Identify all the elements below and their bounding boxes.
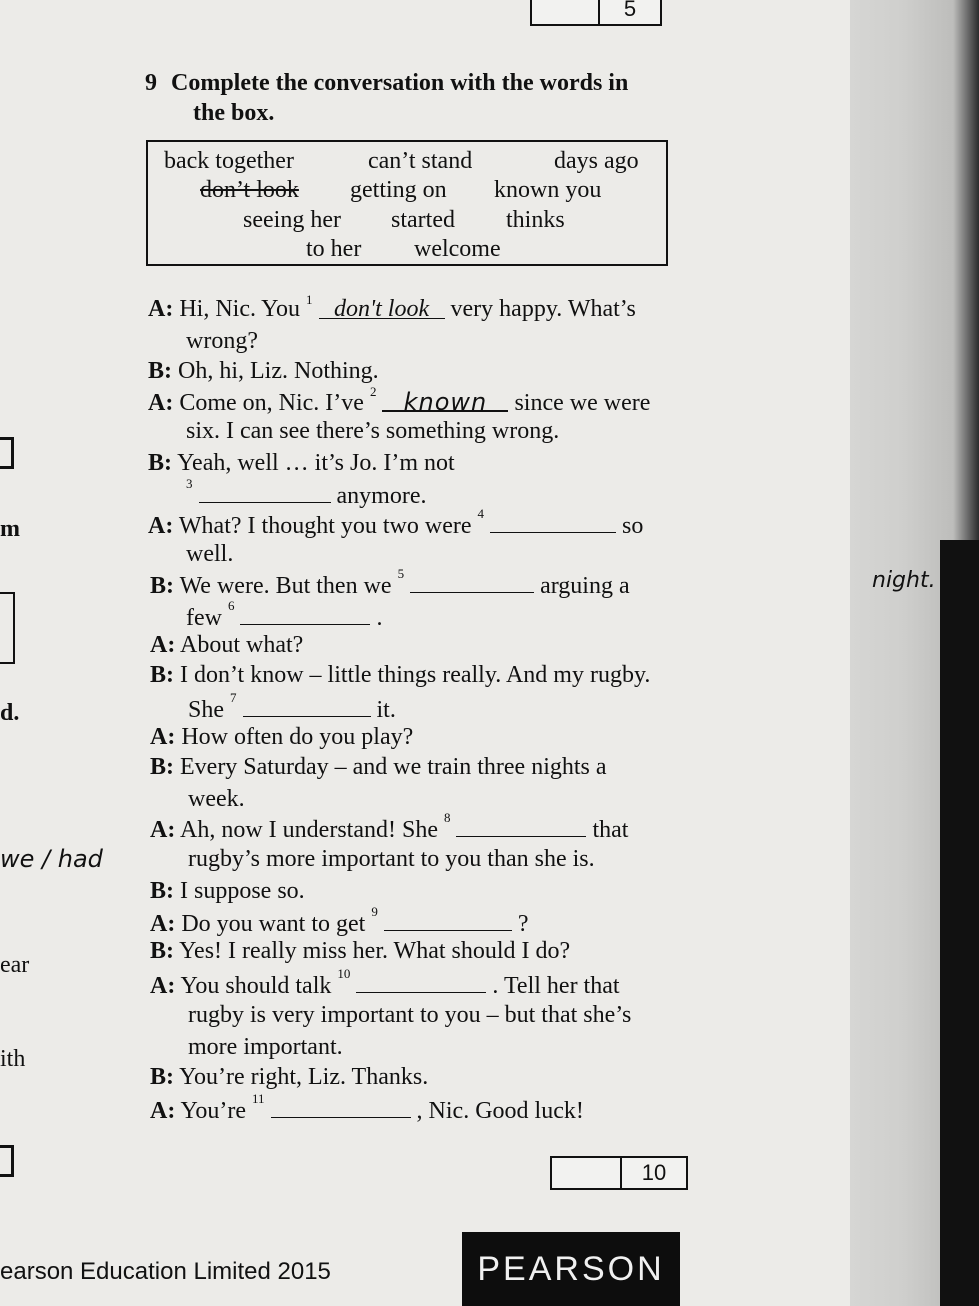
copyright-text: earson Education Limited 2015 bbox=[0, 1258, 331, 1285]
speaker-label: A: bbox=[148, 513, 174, 539]
score-box-bottom bbox=[550, 1156, 688, 1190]
instruction-line-2: the box. bbox=[193, 100, 275, 126]
line-text: ? bbox=[517, 911, 529, 937]
line-text: Ah, now I understand! She bbox=[180, 817, 438, 843]
speaker-label: A: bbox=[150, 911, 176, 937]
line-text: You’re bbox=[180, 1098, 247, 1124]
dialogue-line-7 bbox=[186, 476, 427, 510]
word-box bbox=[146, 140, 668, 266]
dialogue-line-10 bbox=[150, 566, 630, 600]
line-text: that bbox=[592, 817, 629, 843]
instruction-line-1: Complete the conversation with the words in bbox=[171, 70, 629, 96]
gap-number: 4 bbox=[477, 506, 484, 521]
gap-number: 10 bbox=[337, 966, 351, 981]
dialogue-line-4 bbox=[148, 384, 651, 417]
line-text: Yeah, well … it’s Jo. I’m not bbox=[177, 450, 455, 476]
answer-gap-8[interactable] bbox=[456, 814, 586, 837]
dialogue-line-11 bbox=[186, 598, 383, 632]
dialogue-line-27 bbox=[150, 1091, 584, 1125]
margin-checkbox bbox=[0, 437, 14, 469]
line-text: Yes! I really miss her. What should I do? bbox=[179, 938, 571, 964]
line-text: it. bbox=[376, 697, 396, 723]
gap-number: 2 bbox=[369, 384, 377, 399]
line-text: I suppose so. bbox=[180, 878, 305, 904]
margin-box bbox=[0, 592, 15, 664]
margin-text-1: m bbox=[0, 516, 20, 542]
line-text: . Tell her that bbox=[492, 973, 620, 999]
line-text: very happy. What’s bbox=[450, 296, 636, 322]
word-back-together: back together bbox=[164, 148, 294, 174]
answer-gap-1[interactable]: don't look bbox=[319, 296, 445, 319]
dialogue-line-26 bbox=[150, 1064, 428, 1091]
line-text: . bbox=[376, 605, 383, 631]
answer-gap-9[interactable] bbox=[384, 908, 512, 931]
line-text: so bbox=[622, 513, 644, 539]
line-text: How often do you play? bbox=[181, 724, 414, 750]
word-known-you: known you bbox=[494, 177, 602, 203]
dialogue-line-24: rugby is very important to you – but that she’s bbox=[188, 1002, 632, 1028]
answer-gap-2-handwritten[interactable]: known bbox=[382, 388, 508, 412]
line-text: You should talk bbox=[180, 973, 332, 999]
speaker-label: B: bbox=[148, 450, 172, 476]
dialogue-line-9: well. bbox=[186, 541, 234, 567]
word-to-her: to her bbox=[306, 236, 362, 262]
gap-number: 6 bbox=[227, 598, 235, 613]
line-text: Come on, Nic. I’ve bbox=[179, 390, 364, 416]
word-started: started bbox=[391, 207, 455, 233]
speaker-label: B: bbox=[150, 662, 174, 688]
line-text: We were. But then we bbox=[179, 573, 392, 599]
line-text: few bbox=[186, 605, 222, 631]
dialogue-line-5: six. I can see there’s something wrong. bbox=[186, 418, 560, 444]
word-getting-on: getting on bbox=[350, 177, 447, 203]
answer-gap-7[interactable] bbox=[243, 694, 371, 717]
speaker-label: A: bbox=[150, 724, 176, 750]
margin-text-2: d. bbox=[0, 700, 20, 726]
margin-checkbox-2 bbox=[0, 1145, 14, 1177]
line-text: Every Saturday – and we train three nights a bbox=[180, 754, 607, 780]
gap-number: 7 bbox=[230, 690, 237, 705]
dialogue-line-15 bbox=[150, 724, 413, 751]
line-text: , Nic. Good luck! bbox=[416, 1098, 584, 1124]
dialogue-line-6 bbox=[148, 450, 455, 477]
gap-number: 1 bbox=[306, 292, 313, 307]
line-text: She bbox=[188, 697, 224, 723]
margin-text-4: ith bbox=[0, 1046, 26, 1072]
line-text: You’re right, Liz. Thanks. bbox=[179, 1064, 429, 1090]
line-text: anymore. bbox=[336, 483, 427, 509]
score-empty-cell bbox=[532, 0, 600, 24]
word-seeing-her: seeing her bbox=[243, 207, 341, 233]
answer-gap-3[interactable] bbox=[199, 480, 331, 503]
dialogue-line-14 bbox=[188, 690, 396, 724]
answer-gap-6[interactable] bbox=[240, 602, 370, 625]
speaker-label: B: bbox=[150, 1064, 174, 1090]
background-dark bbox=[940, 540, 979, 1306]
speaker-label: A: bbox=[150, 817, 176, 843]
word-days-ago: days ago bbox=[554, 148, 639, 174]
dialogue-line-16 bbox=[150, 754, 607, 781]
dialogue-line-25: more important. bbox=[188, 1034, 343, 1060]
speaker-label: A: bbox=[148, 296, 174, 322]
exercise-heading bbox=[145, 68, 685, 128]
word-thinks: thinks bbox=[506, 207, 565, 233]
dialogue-line-23 bbox=[150, 966, 620, 1000]
dialogue-line-20 bbox=[150, 878, 305, 905]
margin-handwriting: we / had bbox=[0, 845, 103, 873]
dialogue-line-12 bbox=[150, 632, 303, 659]
dialogue-line-18 bbox=[150, 810, 629, 844]
score-empty-cell bbox=[552, 1158, 622, 1188]
answer-gap-5[interactable] bbox=[410, 570, 534, 593]
exercise-number: 9 bbox=[145, 70, 157, 96]
answer-gap-4[interactable] bbox=[490, 510, 616, 533]
line-text: Hi, Nic. You bbox=[179, 296, 301, 322]
score-value-bottom: 10 bbox=[641, 1160, 667, 1185]
speaker-label: B: bbox=[148, 358, 172, 384]
line-text: since we were bbox=[514, 390, 651, 416]
dialogue-line-17: week. bbox=[188, 786, 245, 812]
dialogue-line-13 bbox=[150, 662, 650, 689]
line-text: arguing a bbox=[540, 573, 630, 599]
score-value-top: 5 bbox=[623, 0, 637, 21]
gap-number: 9 bbox=[371, 904, 378, 919]
speaker-label: B: bbox=[150, 573, 174, 599]
word-dont-look: don’t look bbox=[200, 177, 299, 203]
speaker-label: B: bbox=[150, 878, 174, 904]
answer-gap-11[interactable] bbox=[271, 1095, 411, 1118]
gap-number: 8 bbox=[443, 810, 451, 825]
line-text: What? I thought you two were bbox=[178, 513, 472, 539]
gap-number: 5 bbox=[397, 566, 405, 581]
dialogue-line-19: rugby’s more important to you than she is. bbox=[188, 846, 595, 872]
speaker-label: A: bbox=[150, 973, 176, 999]
dialogue-line-22 bbox=[150, 938, 570, 965]
dialogue-line-1 bbox=[148, 292, 636, 323]
word-welcome: welcome bbox=[414, 236, 501, 262]
speaker-label: B: bbox=[150, 754, 174, 780]
word-cant-stand: can’t stand bbox=[368, 148, 473, 174]
line-text: Oh, hi, Liz. Nothing. bbox=[178, 358, 379, 384]
gap-number: 11 bbox=[252, 1091, 265, 1106]
dialogue-line-3 bbox=[148, 358, 379, 385]
speaker-label: A: bbox=[150, 632, 176, 658]
answer-gap-10[interactable] bbox=[356, 970, 486, 993]
line-text: I don’t know – little things really. And my rugby. bbox=[180, 662, 651, 688]
margin-note-right: night. bbox=[872, 568, 936, 593]
dialogue-line-8 bbox=[148, 506, 644, 540]
score-box-top bbox=[530, 0, 662, 26]
dialogue-line-21 bbox=[150, 904, 529, 938]
pearson-logo: PEARSON bbox=[462, 1232, 680, 1306]
speaker-label: B: bbox=[150, 938, 174, 964]
line-text: Do you want to get bbox=[181, 911, 366, 937]
gap-number: 3 bbox=[186, 476, 193, 491]
speaker-label: A: bbox=[148, 390, 174, 416]
speaker-label: A: bbox=[150, 1098, 176, 1124]
line-text: About what? bbox=[180, 632, 304, 658]
margin-text-3: ear bbox=[0, 952, 30, 978]
dialogue-line-2: wrong? bbox=[186, 328, 258, 354]
